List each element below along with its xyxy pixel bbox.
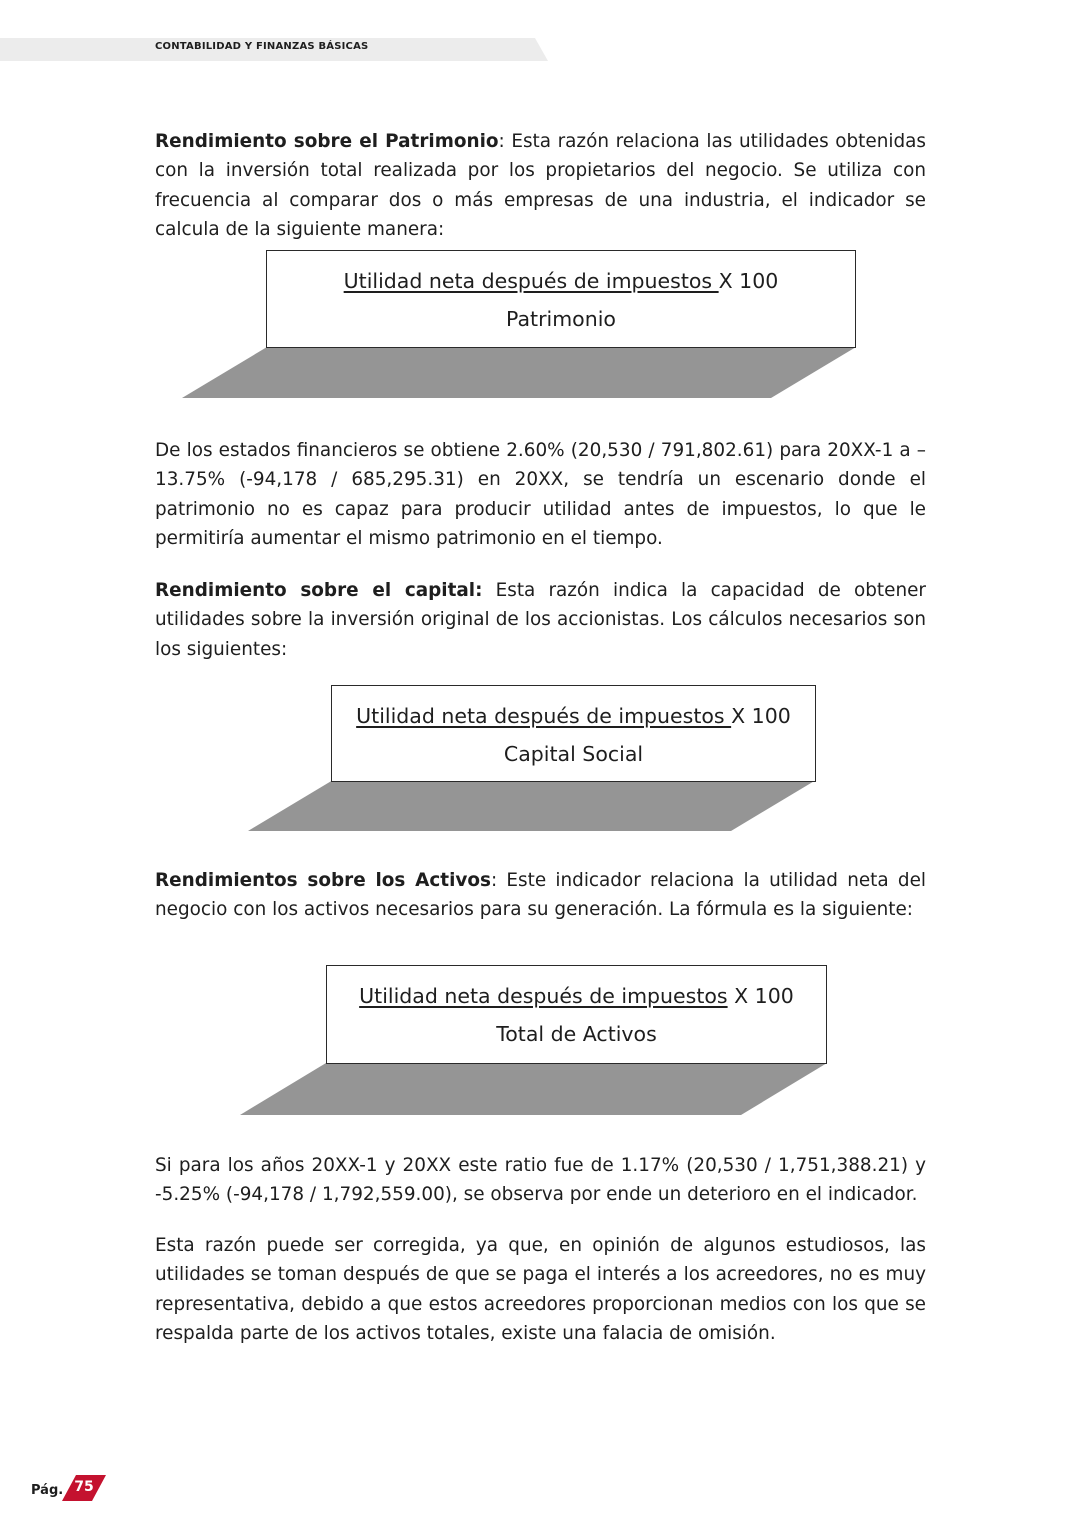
paragraph-text: Esta razón indica la capacidad de obtener utilidades sobre la inversión original de los accionistas. Los cálculos necesarios son los siguientes: (155, 580, 926, 660)
formula-box-capital (331, 685, 816, 782)
formula-denominator: Total de Activos (496, 1022, 657, 1046)
term-separator: : (498, 131, 505, 152)
paragraph-activos-result: Si para los años 20XX-1 y 20XX este ratio fue de 1.17% (20,530 / 1,751,388.21) y -5.25% (-94,178 / 1,792,559.00), se observa por ende un deterioro en el indicador. (155, 1155, 926, 1206)
term-separator: : (490, 870, 498, 891)
formula-box-activos (326, 965, 827, 1064)
formula-box-shadow (248, 780, 816, 831)
term-activos: Rendimientos sobre los Activos (155, 870, 491, 891)
paragraph-capital (155, 576, 926, 664)
paragraph-patrimonio (155, 127, 926, 245)
page-label: Pág. (31, 1483, 64, 1498)
formula-denominator: Capital Social (503, 742, 644, 766)
formula-denominator: Patrimonio (506, 307, 616, 331)
formula-box-shadow (182, 347, 856, 398)
paragraph-activos (155, 866, 926, 925)
formula-numerator: Utilidad neta después de impuestos X 100 (356, 704, 791, 728)
formula-box-shadow (240, 1063, 827, 1115)
formula-numerator: Utilidad neta después de impuestos X 100 (359, 984, 794, 1008)
term-patrimonio: Rendimiento sobre el Patrimonio (155, 131, 499, 152)
paragraph-correction: Esta razón puede ser corregida, ya que, en opinión de algunos estudiosos, las utilidades se toman después de que se paga el interés a los acreedores, no es muy representativa, debido a que estos acreedores proporcionan medios con los que se respalda parte de los activos totales, existe una falacia de omisión. (155, 1235, 926, 1345)
paragraph-text: Esta razón relaciona las utilidades obtenidas con la inversión total realizada por los propietarios del negocio. Se utiliza con frecuencia al comparar dos o más empresas de una industria, el indicador se calcula de la siguiente manera: (155, 131, 926, 241)
paragraph-patrimonio-result: De los estados financieros se obtiene 2.60% (20,530 / 791,802.61) para 20XX-1 a –13.75% (-94,178 / 685,295.31) en 20XX, se tendría un escenario donde el patrimonio no es capaz para producir utilidad antes de impuestos, lo que le permitiría aumentar el mismo patrimonio en el tiempo. (155, 440, 926, 550)
term-capital: Rendimiento sobre el capital: (155, 580, 483, 601)
formula-numerator: Utilidad neta después de impuestos X 100 (343, 269, 779, 293)
formula-box-patrimonio (266, 250, 856, 348)
paragraph-text: Este indicador relaciona la utilidad neta del negocio con los activos necesarios para su generación. La fórmula es la siguiente: (155, 870, 926, 921)
running-header: CONTABILIDAD Y FINANZAS BÁSICAS (155, 41, 369, 52)
page-number: 75 (74, 1479, 94, 1495)
